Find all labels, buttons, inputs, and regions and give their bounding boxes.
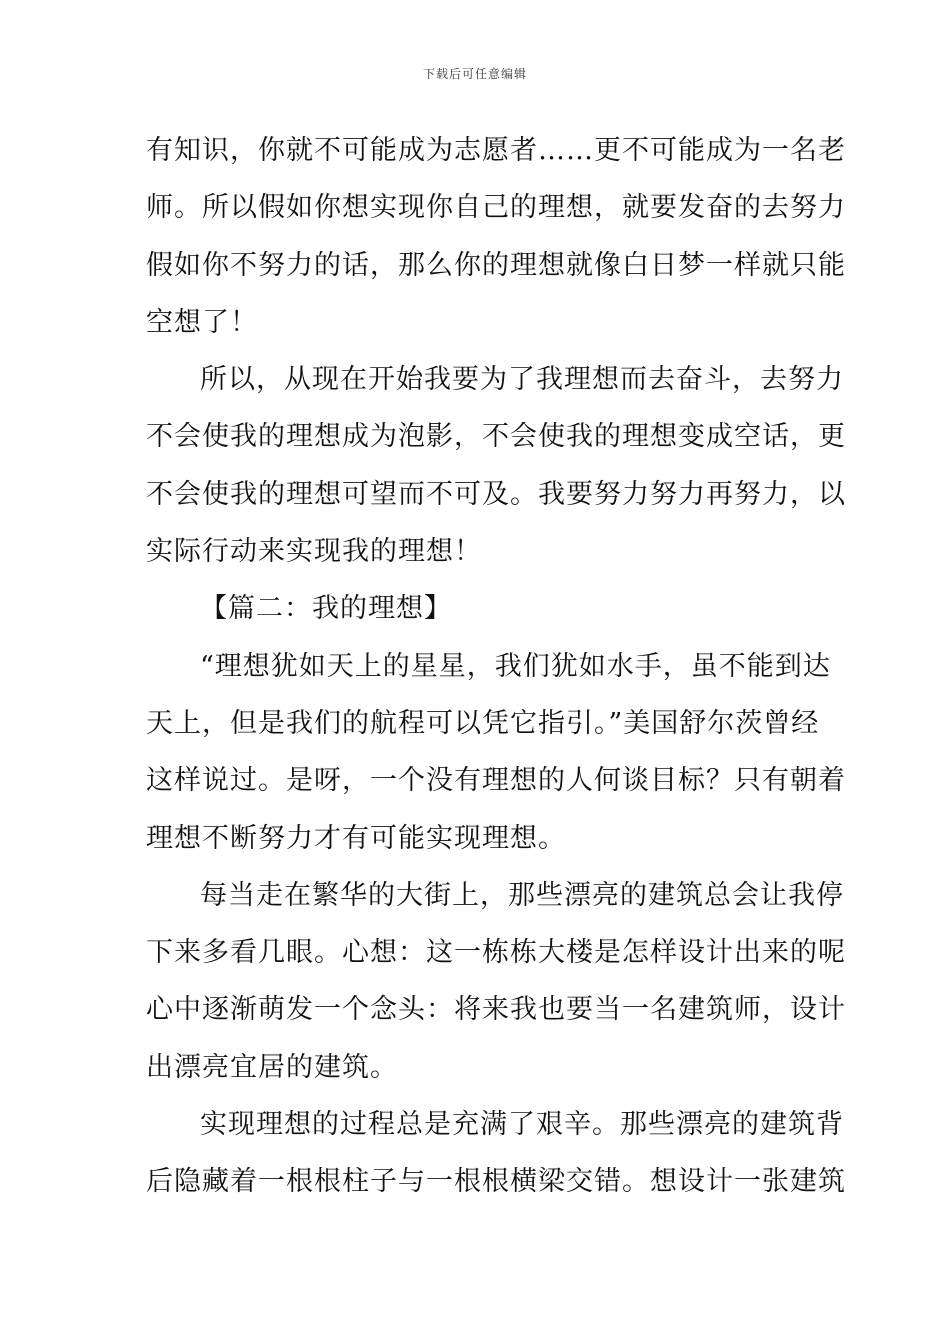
- text-line: 不会使我的理想成为泡影，不会使我的理想变成空话，更: [146, 421, 846, 453]
- text-line: 下来多看几眼。心想：这一栋栋大楼是怎样设计出来的呢: [146, 937, 846, 969]
- text-line: 不会使我的理想可望而不可及。我要努力努力再努力，以: [146, 478, 846, 510]
- text-line: 有知识，你就不可能成为志愿者……更不可能成为一名老: [146, 135, 846, 166]
- text-line: 师。所以假如你想实现你自己的理想，就要发奋的去努力: [146, 192, 846, 224]
- page-header: 下载后可任意编辑: [422, 67, 527, 81]
- text-line: 天上，但是我们的航程可以凭它指引。”美国舒尔茨曾经: [146, 707, 820, 739]
- document-body: [146, 122, 846, 1211]
- paragraph-first-line: 所以，从现在开始我要为了我理想而去奋斗，去努力: [200, 364, 844, 396]
- text-line: 假如你不努力的话，那么你的理想就像白日梦一样就只能: [146, 249, 846, 281]
- text-line: 心中逐渐萌发一个念头：将来我也要当一名建筑师，设计: [146, 994, 846, 1026]
- paragraph-first-line: 每当走在繁华的大街上，那些漂亮的建筑总会让我停: [200, 879, 844, 911]
- section-heading: 【篇二：我的理想】: [200, 593, 452, 625]
- paragraph-first-line: 实现理想的过程总是充满了艰辛。那些漂亮的建筑背: [200, 1109, 844, 1141]
- text-line: 空想了！: [146, 306, 258, 338]
- paragraph-first-line: “理想犹如天上的星星，我们犹如水手，虽不能到达: [200, 650, 831, 682]
- text-line: 理想不断努力才有可能实现理想。: [146, 822, 566, 854]
- text-line: 这样说过。是呀，一个没有理想的人何谈目标？只有朝着: [146, 765, 846, 797]
- text-line: 出漂亮宜居的建筑。: [146, 1051, 398, 1083]
- text-line: 实际行动来实现我的理想！: [146, 536, 482, 568]
- text-line: 后隐藏着一根根柱子与一根根横梁交错。想设计一张建筑: [146, 1166, 846, 1198]
